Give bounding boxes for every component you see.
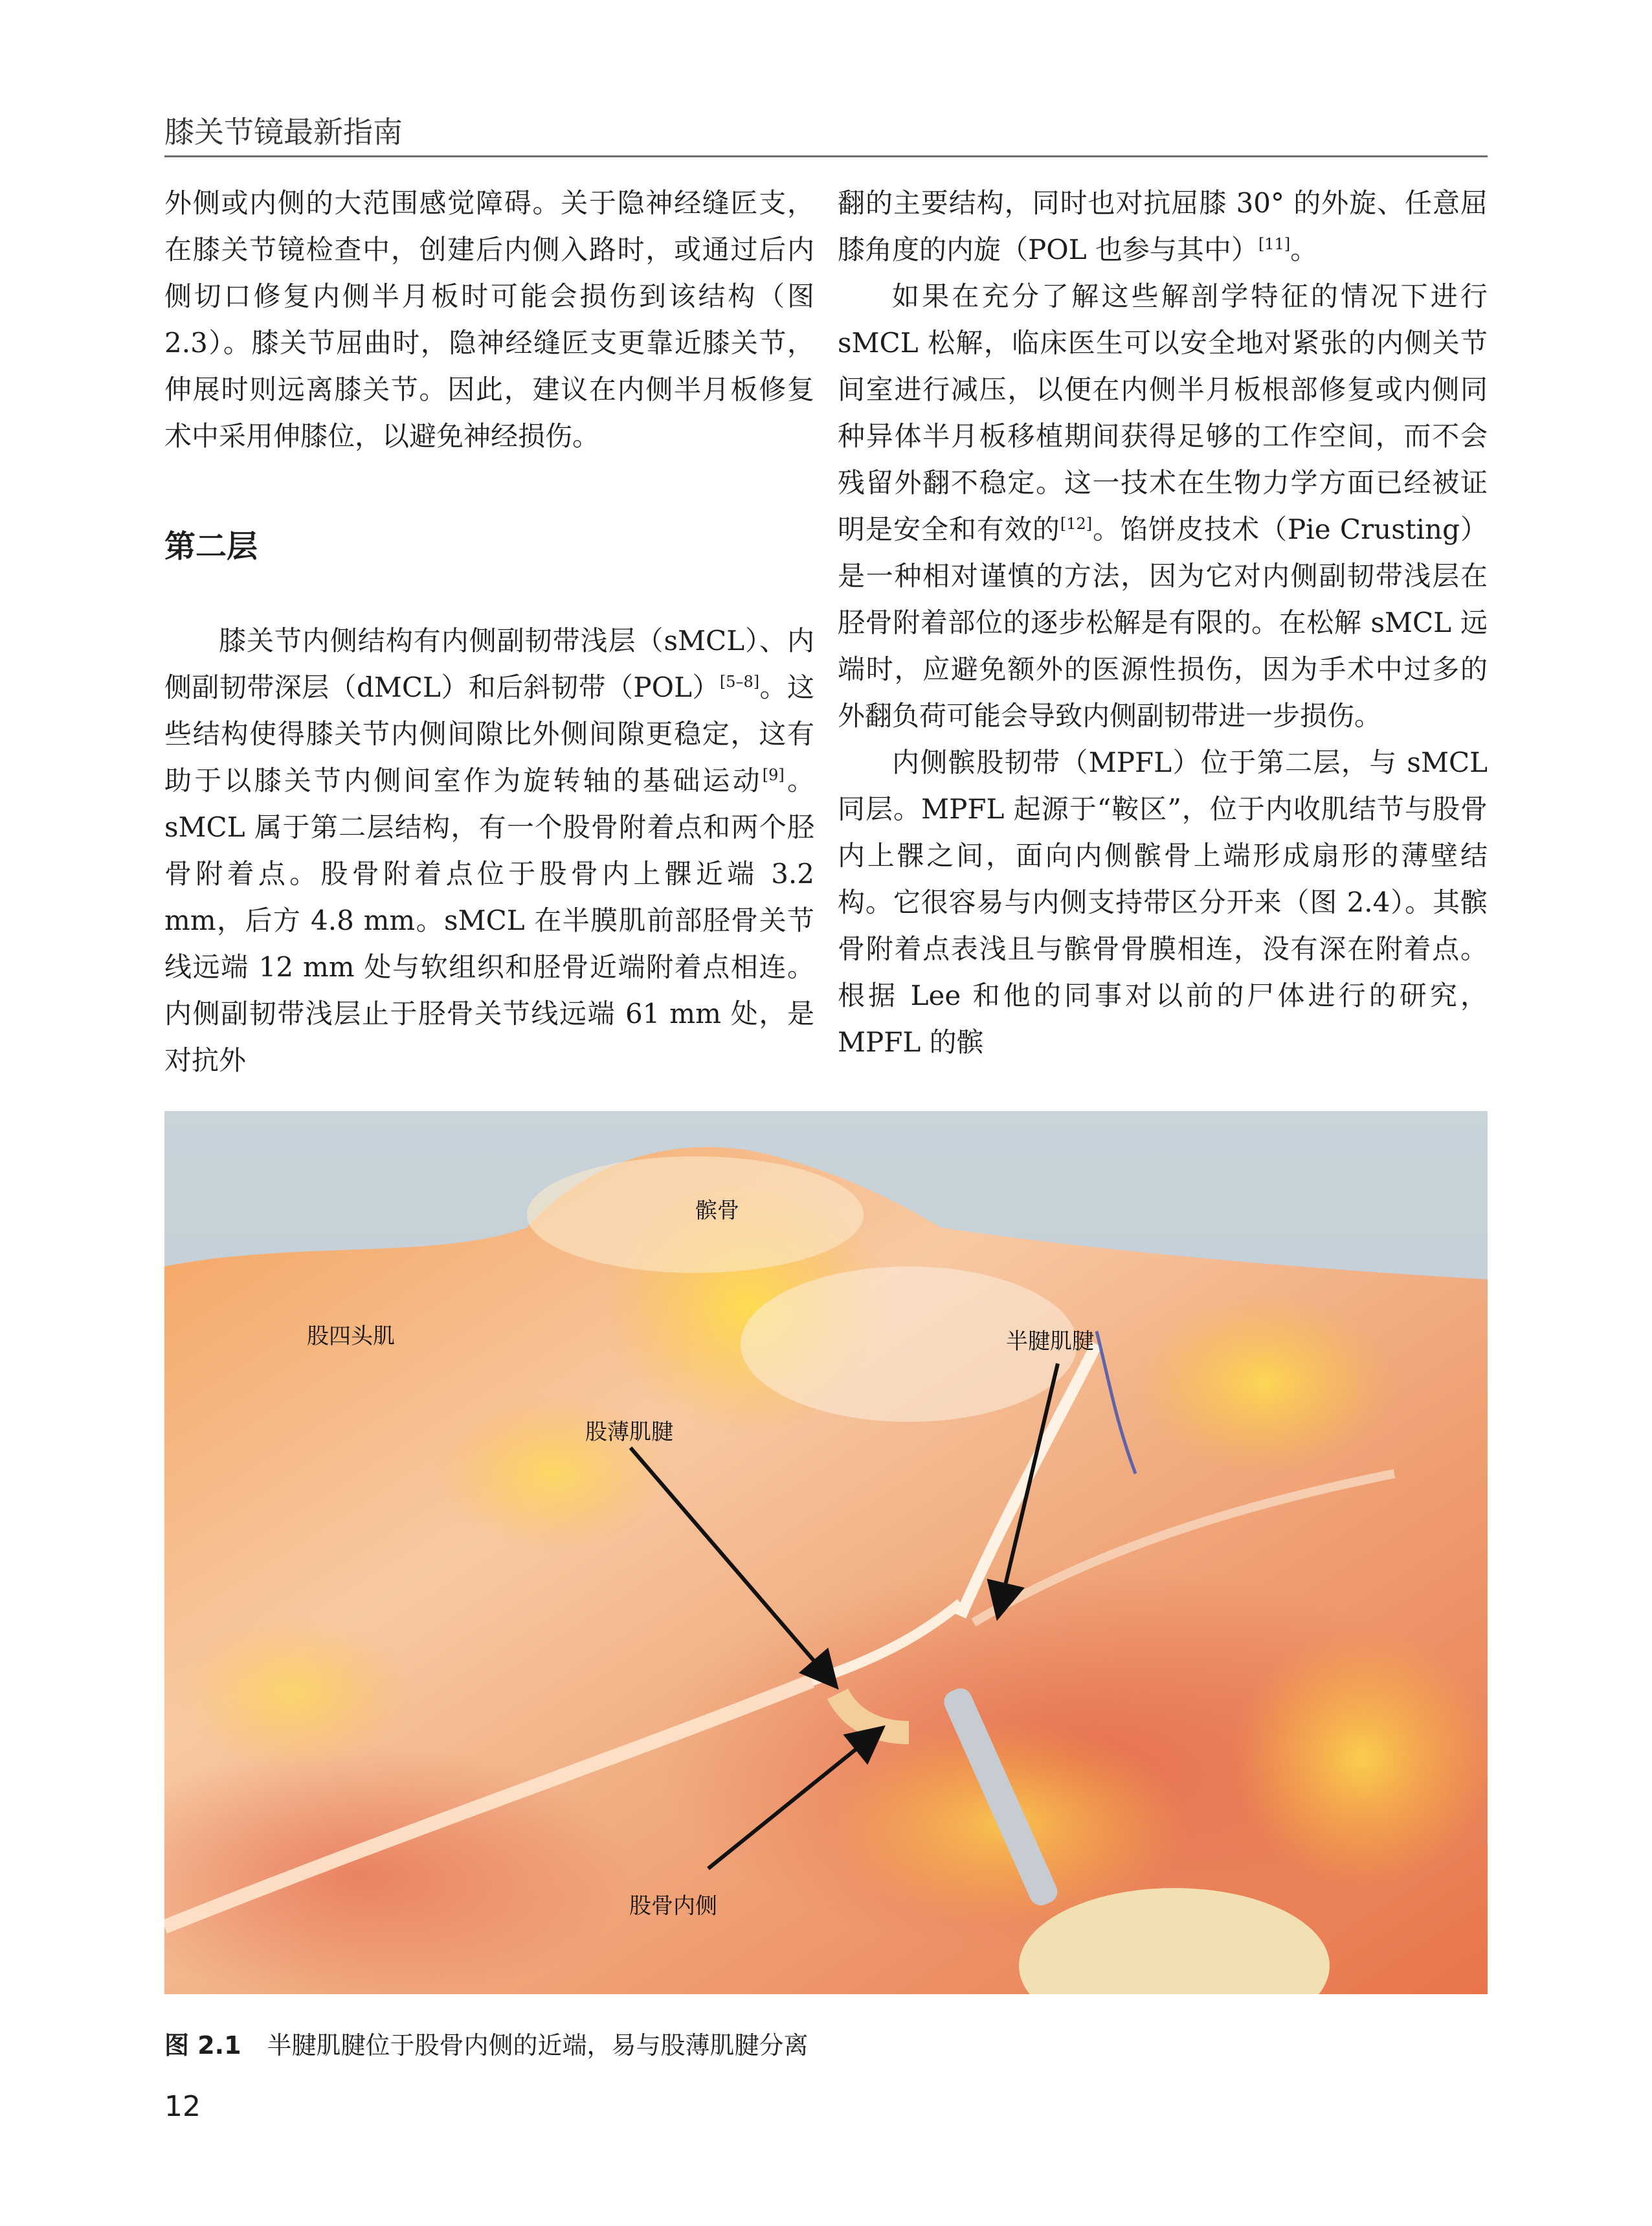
paragraph	[838, 273, 1488, 739]
paragraph	[164, 618, 814, 1084]
caption-number: 图 2.1	[164, 2031, 241, 2060]
paragraph	[838, 180, 1488, 273]
caption-text: 半腱肌腱位于股骨内侧的近端，易与股薄肌腱分离	[267, 2031, 809, 2060]
text-run: 翻的主要结构，同时也对抗屈膝 30° 的外旋、任意屈膝角度的内旋（POL 也参与其中）	[838, 187, 1488, 265]
left-column	[164, 180, 814, 1084]
text-run: 膝关节内侧结构有内侧副韧带浅层（sMCL）、内侧副韧带深层（dMCL）和后斜韧带（POL）	[164, 625, 814, 703]
citation: [9]	[762, 766, 785, 784]
text-run: 如果在充分了解这些解剖学特征的情况下进行 sMCL 松解，临床医生可以安全地对紧张的内侧关节间室进行减压，以便在内侧半月板根部修复或内侧同种异体半月板移植期间获得足够的工作空间，而不会残留外翻不稳定。这一技术在生物力学方面已经被证明是安全和有效的	[838, 280, 1488, 545]
page-number: 12	[164, 2090, 201, 2123]
label-patella: 髌骨	[695, 1198, 739, 1224]
right-column	[838, 180, 1488, 1066]
dissection-photo	[164, 1111, 1488, 1994]
text-run: 。这些结构使得膝关节内侧间隙比外侧间隙更稳定，这有助于以膝关节内侧间室作为旋转轴的基础运动	[164, 671, 814, 796]
anatomy-figure	[164, 1111, 1488, 1994]
text-run: 。馅饼皮技术（Pie Crusting）是一种相对谨慎的方法，因为它对内侧副韧带浅层在胫骨附着部位的逐步松解是有限的。在松解 sMCL 远端时，应避免额外的医源性损伤，因为手术中过多的外翻负荷可能会导致内侧副韧带进一步损伤。	[838, 513, 1488, 732]
section-title: 第二层	[164, 528, 258, 565]
citation: [5–8]	[719, 673, 760, 691]
citation: [12]	[1060, 515, 1093, 533]
text-run: 。	[1290, 234, 1318, 265]
header-rule	[164, 155, 1488, 157]
citation: [11]	[1258, 235, 1291, 253]
running-head: 膝关节镜最新指南	[164, 115, 403, 150]
label-gracilis: 股薄肌腱	[585, 1419, 673, 1445]
paragraph: 外侧或内侧的大范围感觉障碍。关于隐神经缝匠支，在膝关节镜检查中，创建后内侧入路时，或通过后内侧切口修复内侧半月板时可能会损伤到该结构（图 2.3）。膝关节屈曲时，隐神经缝匠支更靠近膝关节，伸展时则远离膝关节。因此，建议在内侧半月板修复术中采用伸膝位，以避免神经损伤。	[164, 187, 814, 452]
label-quadriceps: 股四头肌	[307, 1323, 395, 1349]
label-semitendinosus: 半腱肌腱	[1006, 1329, 1094, 1355]
text-run: 。sMCL 属于第二层结构，有一个股骨附着点和两个胫骨附着点。股骨附着点位于股骨内上髁近端 3.2 mm，后方 4.8 mm。sMCL 在半膜肌前部胫骨关节线远端 12 mm 处与软组织和胫骨近端附着点相连。内侧副韧带浅层止于胫骨关节线远端 61 mm 处，是对抗外	[164, 765, 814, 1076]
label-medial-femur: 股骨内侧	[629, 1893, 717, 1919]
paragraph: 内侧髌股韧带（MPFL）位于第二层，与 sMCL 同层。MPFL 起源于“鞍区”，位于内收肌结节与股骨内上髁之间，面向内侧髌骨上端形成扇形的薄壁结构。它很容易与内侧支持带区分开来（图 2.4）。其髌骨附着点表浅且与髌骨骨膜相连，没有深在附着点。根据 Lee 和他的同事对以前的尸体进行的研究，MPFL 的髌	[838, 747, 1488, 1058]
figure-caption	[164, 2025, 809, 2061]
